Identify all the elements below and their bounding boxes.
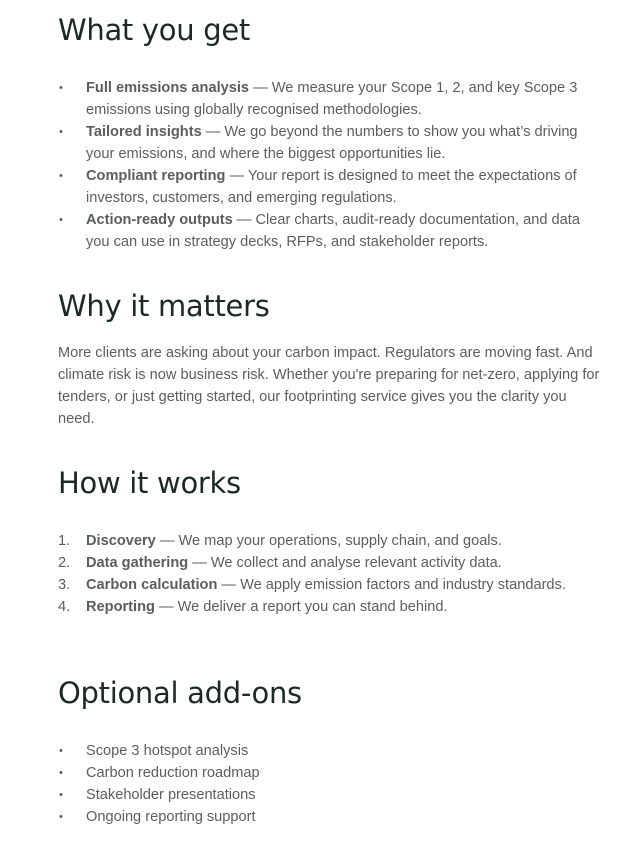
step-item <box>58 552 603 574</box>
step-title: Discovery <box>86 533 156 549</box>
bullet-icon: • <box>59 170 63 182</box>
bullet-icon: • <box>59 214 63 226</box>
step-number: 3. <box>58 577 71 593</box>
item-text: — Your report is designed to meet the expectations of investors, customers, and emerging regulations. <box>86 168 577 206</box>
bullet-icon: • <box>59 126 63 138</box>
list-item <box>58 165 603 209</box>
list-item <box>58 784 603 806</box>
list-item <box>58 121 603 165</box>
item-title: Tailored insights <box>86 124 202 140</box>
section-heading-why-it-matters: Why it matters <box>58 289 270 323</box>
item-title: Compliant reporting <box>86 168 226 184</box>
how-it-works-steps <box>58 530 603 618</box>
list-item <box>58 209 603 253</box>
item-text: — We measure your Scope 1, 2, and key Scope 3 emissions using globally recognised methodologies. <box>86 80 578 118</box>
why-it-matters-paragraph: More clients are asking about your carbon impact. Regulators are moving fast. And climate risk is now business risk. Whether you're preparing for net-zero, applying for tenders, or just getting started, our footprinting service gives you the clarity you need. <box>58 345 600 427</box>
bullet-icon: • <box>59 811 63 823</box>
step-text: — We collect and analyse relevant activity data. <box>188 555 502 571</box>
item-text: Carbon reduction roadmap <box>86 765 260 781</box>
item-text: Ongoing reporting support <box>86 809 256 825</box>
item-title: Full emissions analysis <box>86 80 250 96</box>
step-text: — We map your operations, supply chain, and goals. <box>155 533 502 549</box>
bullet-icon: • <box>59 82 63 94</box>
what-you-get-list <box>58 77 603 253</box>
item-text: — Clear charts, audit-ready documentation, and data you can use in strategy decks, RFPs, and stakeholder reports. <box>86 212 580 250</box>
item-text: — We go beyond the numbers to show you what’s driving your emissions, and where the biggest opportunities lie. <box>86 124 578 162</box>
step-text: — We deliver a report you can stand behind. <box>154 599 448 615</box>
item-text: Stakeholder presentations <box>86 787 256 803</box>
list-item <box>58 740 603 762</box>
step-title: Reporting <box>86 599 155 615</box>
step-number: 4. <box>58 599 71 615</box>
step-title: Carbon calculation <box>86 577 218 593</box>
bullet-icon: • <box>59 745 63 757</box>
step-item <box>58 574 603 596</box>
list-item <box>58 762 603 784</box>
bullet-icon: • <box>59 789 63 801</box>
item-text: Scope 3 hotspot analysis <box>86 743 249 759</box>
optional-add-ons-list <box>58 740 603 828</box>
step-item <box>58 596 603 618</box>
step-number: 1. <box>58 533 71 549</box>
step-number: 2. <box>58 555 71 571</box>
bullet-icon: • <box>59 767 63 779</box>
section-heading-what-you-get: What you get <box>58 13 250 47</box>
step-text: — We apply emission factors and industry standards. <box>217 577 566 593</box>
item-title: Action-ready outputs <box>86 212 233 228</box>
list-item <box>58 77 603 121</box>
section-heading-optional-add-ons: Optional add-ons <box>58 676 302 710</box>
section-heading-how-it-works: How it works <box>58 466 241 500</box>
list-item <box>58 806 603 828</box>
step-item <box>58 530 603 552</box>
step-title: Data gathering <box>86 555 189 571</box>
